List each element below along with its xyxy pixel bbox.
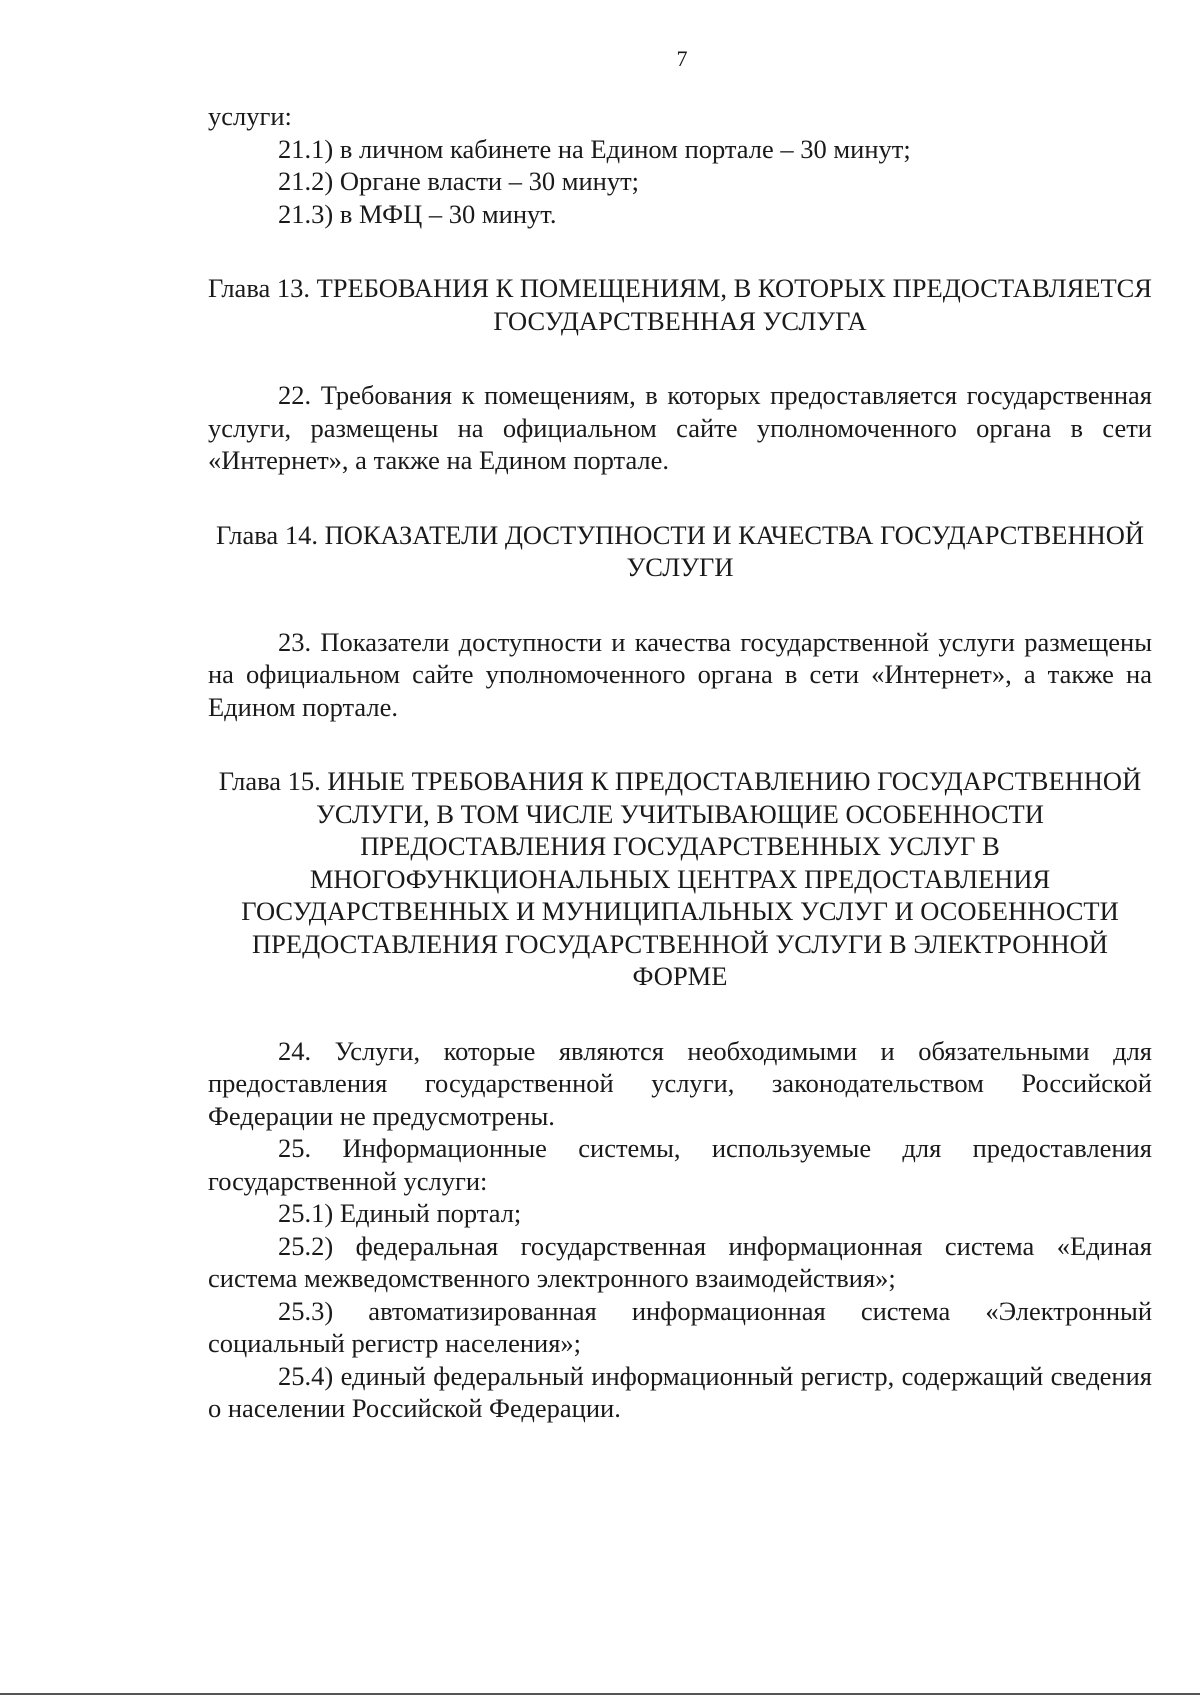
- item-21-1: 21.1) в личном кабинете на Едином портале – 30 минут;: [278, 133, 911, 164]
- paragraph-24: 24. Услуги, которые являются необходимыми и обязательными для предоставления государственной услуги, законодательством Российской Федерации не предусмотрены.: [208, 1035, 1152, 1131]
- chapter-15-heading: Глава 15. ИНЫЕ ТРЕБОВАНИЯ К ПРЕДОСТАВЛЕНИЮ ГОСУДАРСТВЕННОЙ УСЛУГИ, В ТОМ ЧИСЛЕ УЧИТЫВАЮЩИЕ ОСОБЕННОСТИ ПРЕДОСТАВЛЕНИЯ ГОСУДАРСТВЕННЫХ УСЛУГ В МНОГОФУНКЦИОНАЛЬНЫХ ЦЕНТРАХ ПРЕДОСТАВЛЕНИЯ ГОСУДАРСТВЕННЫХ И МУНИЦИПАЛЬНЫХ УСЛУГ И ОСОБЕННОСТИ ПРЕДОСТАВЛЕНИЯ ГОСУДАРСТВЕННОЙ УСЛУГИ В ЭЛЕКТРОННОЙ ФОРМЕ: [218, 766, 1142, 991]
- item-25-2: 25.2) федеральная государственная информационная система «Единая система межведомственного электронного взаимодействия»;: [208, 1230, 1152, 1293]
- chapter-13-heading: Глава 13. ТРЕБОВАНИЯ К ПОМЕЩЕНИЯМ, В КОТОРЫХ ПРЕДОСТАВЛЯЕТСЯ ГОСУДАРСТВЕННАЯ УСЛУГА: [208, 273, 1152, 336]
- paragraph-22: 22. Требования к помещениям, в которых предоставляется государственная услуги, размещены на официальном сайте уполномоченного органа в сети «Интернет», а также на Едином портале.: [208, 380, 1152, 475]
- item-25-3: 25.3) автоматизированная информационная система «Электронный социальный регистр населения»;: [208, 1295, 1152, 1358]
- item-25-4: 25.4) единый федеральный информационный регистр, содержащий сведения о населении Российской Федерации.: [208, 1360, 1152, 1423]
- item-21-2: 21.2) Органе власти – 30 минут;: [278, 166, 640, 196]
- document-body: [208, 100, 1152, 1425]
- paragraph-23: 23. Показатели доступности и качества государственной услуги размещены на официальном сайте уполномоченного органа в сети «Интернет», а также на Едином портале.: [208, 626, 1152, 722]
- page-number: 7: [676, 46, 688, 71]
- paragraph-25: 25. Информационные системы, используемые для предоставления государственной услуги:: [208, 1133, 1152, 1196]
- item-25-1: 25.1) Единый портал;: [278, 1198, 522, 1228]
- chapter-14-heading: Глава 14. ПОКАЗАТЕЛИ ДОСТУПНОСТИ И КАЧЕСТВА ГОСУДАРСТВЕННОЙ УСЛУГИ: [215, 519, 1145, 582]
- item-21-3: 21.3) в МФЦ – 30 минут.: [278, 198, 557, 229]
- bottom-rule: [0, 1693, 1200, 1695]
- continuation-text: услуги:: [208, 101, 292, 131]
